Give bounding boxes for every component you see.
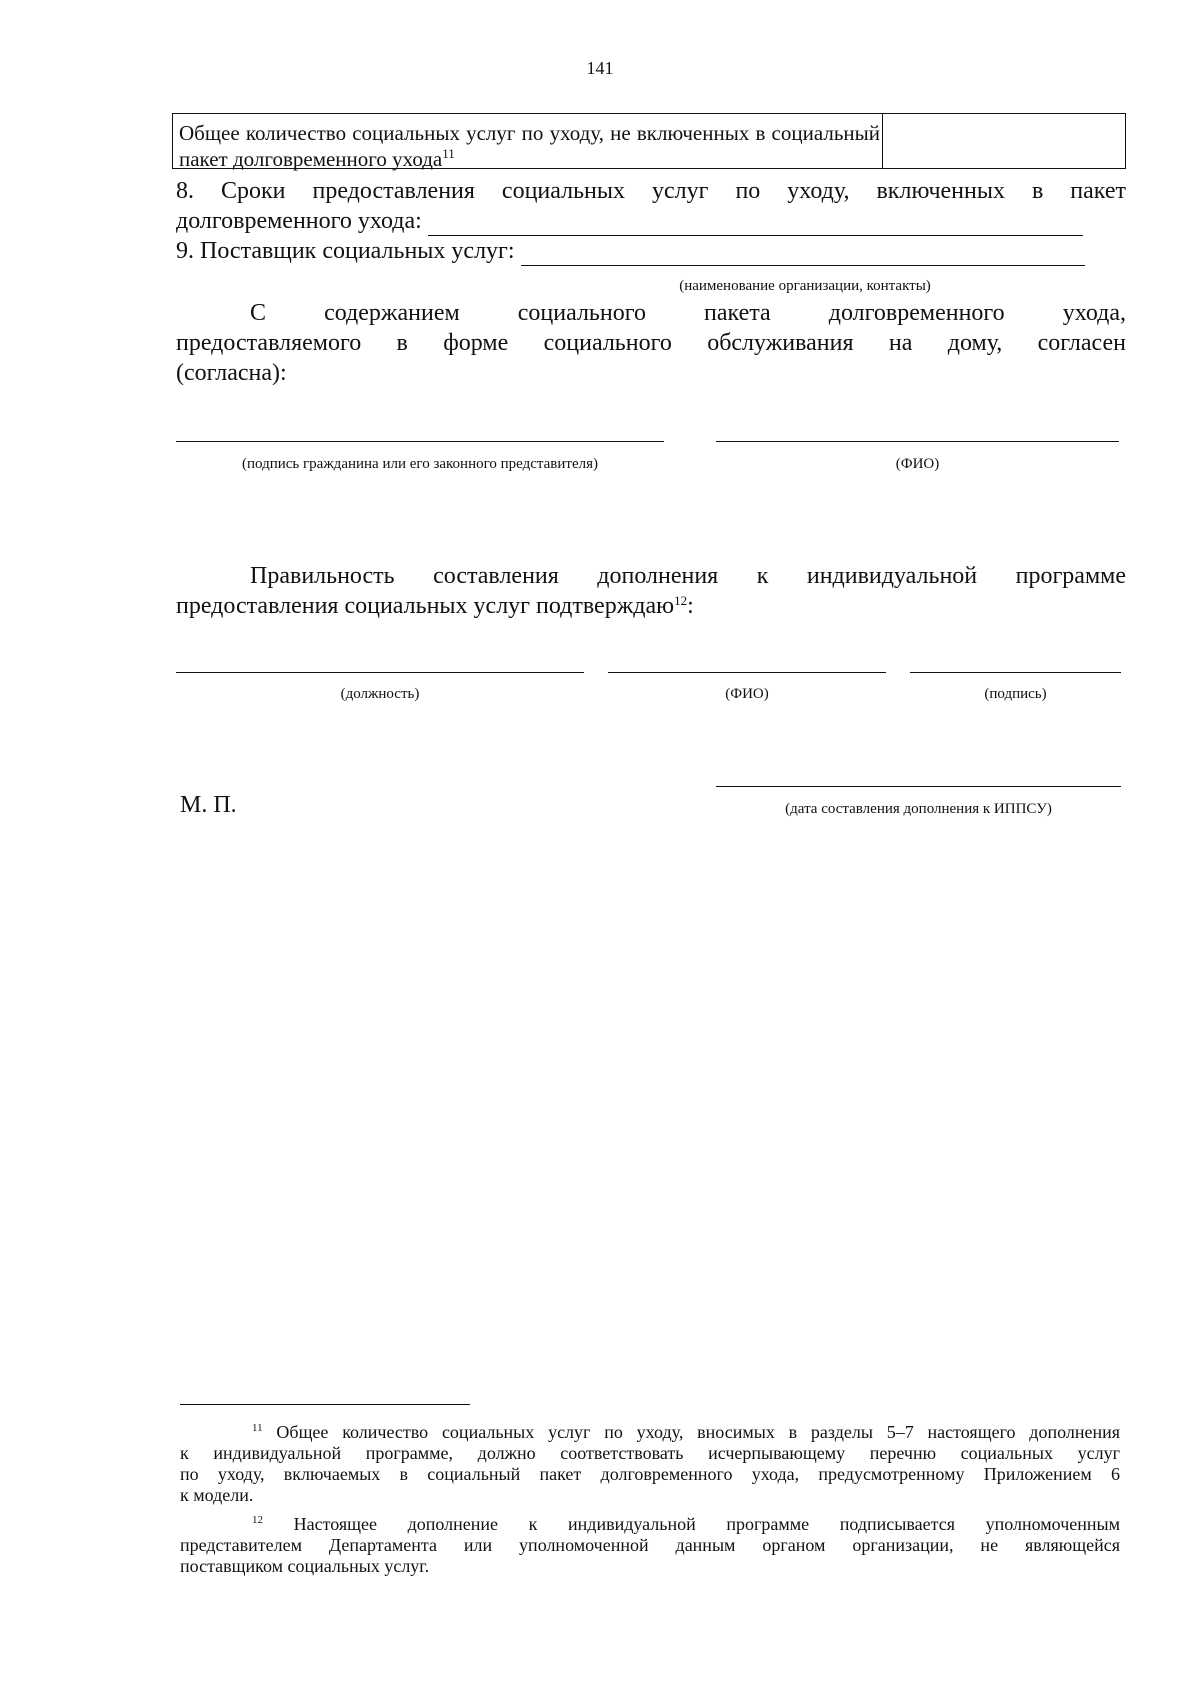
item9-label: 9. Поставщик социальных услуг: — [176, 238, 515, 264]
footnote-ref-11: 11 — [442, 146, 455, 161]
item9-provider-field[interactable] — [521, 243, 1085, 266]
consent-name-caption: (ФИО) — [895, 456, 940, 472]
summary-table — [172, 113, 1126, 169]
consent-signature-caption: (подпись гражданина или его законного представителя) — [241, 456, 599, 472]
consent-signature-line[interactable] — [176, 441, 664, 442]
footnote-11-line3: по уходу, включаемых в социальный пакет долговременного ухода, предусмотренному Приложением 6 — [180, 1464, 1120, 1484]
footnote-11 — [180, 1422, 1120, 1506]
summary-table-value-cell[interactable] — [883, 114, 1125, 168]
confirmation-line2-row — [176, 591, 1126, 621]
footnote-separator — [180, 1404, 470, 1405]
item9-caption: (наименование организации, контакты) — [679, 278, 931, 294]
confirmation-line2: предоставления социальных услуг подтверждаю — [176, 593, 675, 619]
footnote-12 — [180, 1514, 1120, 1577]
date-line[interactable] — [716, 786, 1121, 787]
confirmation-position-line[interactable] — [176, 672, 584, 673]
footnote-11-ref: 11 — [252, 1422, 263, 1434]
item8-line1: 8. Сроки предоставления социальных услуг по уходу, включенных в пакет — [176, 178, 1126, 204]
consent-name-line[interactable] — [716, 441, 1119, 442]
footnote-12-line3: поставщиком социальных услуг. — [180, 1556, 430, 1576]
item9-row — [176, 236, 1126, 266]
footnote-12-line2: представителем Департамента или уполномоченной данным органом организации, не являющейся — [180, 1535, 1120, 1555]
item8-line2-row — [176, 206, 1126, 236]
confirmation-position-caption: (должность) — [340, 686, 420, 702]
footnote-12-ref: 12 — [252, 1514, 263, 1526]
confirmation-signature-caption: (подпись) — [984, 686, 1047, 702]
footnote-11-line1: $^{11}$ Общее количество социальных услуг по уходу, вносимых в разделы 5–7 настоящего дополнения — [252, 1422, 1121, 1442]
summary-table-label: Общее количество социальных услуг по уходу, не включенных в социальный пакет долговременного ухода — [179, 121, 880, 171]
summary-table-label-cell — [173, 114, 883, 171]
confirmation-signature-line[interactable] — [910, 672, 1121, 673]
confirmation-name-line[interactable] — [608, 672, 886, 673]
consent-line1: С содержанием социального пакета долговременного ухода, — [250, 300, 1126, 326]
confirmation-name-caption: (ФИО) — [725, 686, 769, 702]
consent-line3: (согласна): — [176, 360, 287, 386]
footnote-11-line2: к индивидуальной программе, должно соответствовать исчерпывающему перечню социальных услуг — [180, 1443, 1120, 1463]
footnote-ref-12: 12 — [674, 593, 688, 608]
page-number: 141 — [586, 58, 614, 78]
stamp-label: М. П. — [180, 792, 237, 818]
date-caption: (дата составления дополнения к ИППСУ) — [785, 801, 1052, 817]
item8-deadlines-field[interactable] — [428, 213, 1083, 236]
confirmation-line2-end: : — [687, 593, 694, 619]
footnote-12-line1: $^{12}$ Настоящее дополнение к индивидуальной программе подписывается уполномоченным — [252, 1514, 1120, 1534]
consent-line2: предоставляемого в форме социального обслуживания на дому, согласен — [176, 330, 1126, 356]
footnote-11-line4: к модели. — [180, 1485, 254, 1505]
item8-line2: долговременного ухода: — [176, 208, 422, 234]
confirmation-line1: Правильность составления дополнения к индивидуальной программе — [250, 563, 1126, 589]
